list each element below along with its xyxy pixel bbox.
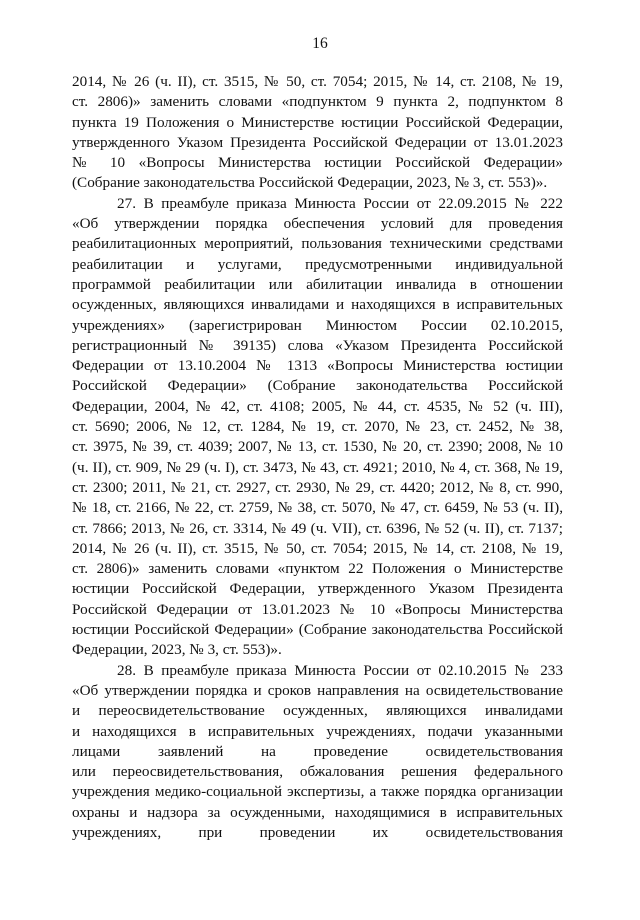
- text-line: № 18, ст. 2166, № 22, ст. 2759, № 38, ст. 5070, № 47, ст. 6459, № 53 (ч. II),: [72, 499, 563, 517]
- text-line: «Об утверждении порядка обеспечения условий для проведения: [72, 215, 563, 233]
- text-line: Федерации, 2023, № 3, ст. 553)».: [72, 641, 282, 659]
- text-line: ст. 2300; 2011, № 21, ст. 2927, ст. 2930, № 29, ст. 4420; 2012, № 8, ст. 990,: [72, 478, 563, 496]
- text-line: Российской Федерации от 13.01.2023 № 10 «Вопросы Министерства: [72, 600, 563, 618]
- text-line: юстиции Российской Федерации» (Собрание законодательства Российской: [72, 621, 563, 639]
- text-line: охраны и надзора за осужденными, находящимися в исправительных: [72, 803, 563, 821]
- text-line: реабилитационных мероприятий, пользования техническими средствами: [72, 235, 563, 253]
- text-line: «Об утверждении порядка и сроков направления на освидетельствование: [72, 681, 563, 699]
- text-line: ст. 2806)» заменить словами «пунктом 22 Положения о Министерстве: [72, 560, 563, 578]
- text-line: и находящихся в исправительных учреждениях, подачи указанными: [72, 722, 563, 740]
- text-line: регистрационный № 39135) слова «Указом Президента Российской: [72, 336, 563, 354]
- text-line: 28. В преамбуле приказа Минюста России от 02.10.2015 № 233: [117, 661, 563, 679]
- text-line: утвержденного Указом Президента Российской Федерации от 13.01.2023: [72, 133, 563, 151]
- text-line: учреждениях, при проведении их освидетельствования: [72, 823, 563, 841]
- text-line: реабилитации и услугами, предусмотренными индивидуальной: [72, 255, 563, 273]
- text-line: учреждения медико-социальной экспертизы, а также порядка организации: [72, 783, 563, 801]
- text-line: ст. 2806)» заменить словами «подпунктом 9 пункта 2, подпунктом 8: [72, 93, 563, 111]
- text-line: № 10 «Вопросы Министерства юстиции Российской Федерации»: [72, 154, 563, 172]
- page-number: 16: [312, 35, 328, 52]
- text-line: учреждениях» (зарегистрирован Минюстом России 02.10.2015,: [72, 316, 563, 334]
- document-body: [72, 72, 563, 843]
- text-line: 2014, № 26 (ч. II), ст. 3515, № 50, ст. 7054; 2015, № 14, ст. 2108, № 19,: [72, 73, 563, 90]
- text-line: (Собрание законодательства Российской Федерации, 2023, № 3, ст. 553)».: [72, 174, 548, 192]
- text-line: 2014, № 26 (ч. II), ст. 3515, № 50, ст. 7054; 2015, № 14, ст. 2108, № 19,: [72, 539, 563, 557]
- text-line: ст. 7866; 2013, № 26, ст. 3314, № 49 (ч. VII), ст. 6396, № 52 (ч. II), ст. 7137;: [72, 519, 563, 537]
- text-line: Федерации от 13.10.2004 № 1313 «Вопросы Министерства юстиции: [72, 357, 563, 375]
- text-line: программой реабилитации или абилитации инвалида в отношении: [72, 275, 563, 293]
- text-line: или переосвидетельствования, обжалования решения федерального: [72, 763, 563, 781]
- text-line: Федерации, 2004, № 42, ст. 4108; 2005, № 44, ст. 4535, № 52 (ч. III),: [72, 397, 563, 415]
- text-line: Российской Федерации» (Собрание законодательства Российской: [72, 377, 563, 395]
- text-line: 27. В преамбуле приказа Минюста России от 22.09.2015 № 222: [117, 194, 563, 212]
- text-line: осужденных, являющихся инвалидами и находящихся в исправительных: [72, 296, 563, 314]
- text-line: пункта 19 Положения о Министерстве юстиции Российской Федерации,: [72, 113, 563, 131]
- text-line: ст. 3975, № 39, ст. 4039; 2007, № 13, ст. 1530, № 20, ст. 2390; 2008, № 10: [72, 438, 563, 456]
- text-line: юстиции Российской Федерации, утвержденного Указом Президента: [72, 580, 563, 598]
- text-line: и переосвидетельствование осужденных, являющихся инвалидами: [72, 702, 563, 720]
- text-line: (ч. II), ст. 909, № 29 (ч. I), ст. 3473, № 43, ст. 4921; 2010, № 4, ст. 368, № 19,: [72, 458, 563, 476]
- text-line: ст. 5690; 2006, № 12, ст. 1284, № 19, ст. 2070, № 23, ст. 2452, № 38,: [72, 418, 563, 436]
- text-line: лицами заявлений на проведение освидетельствования: [72, 742, 563, 760]
